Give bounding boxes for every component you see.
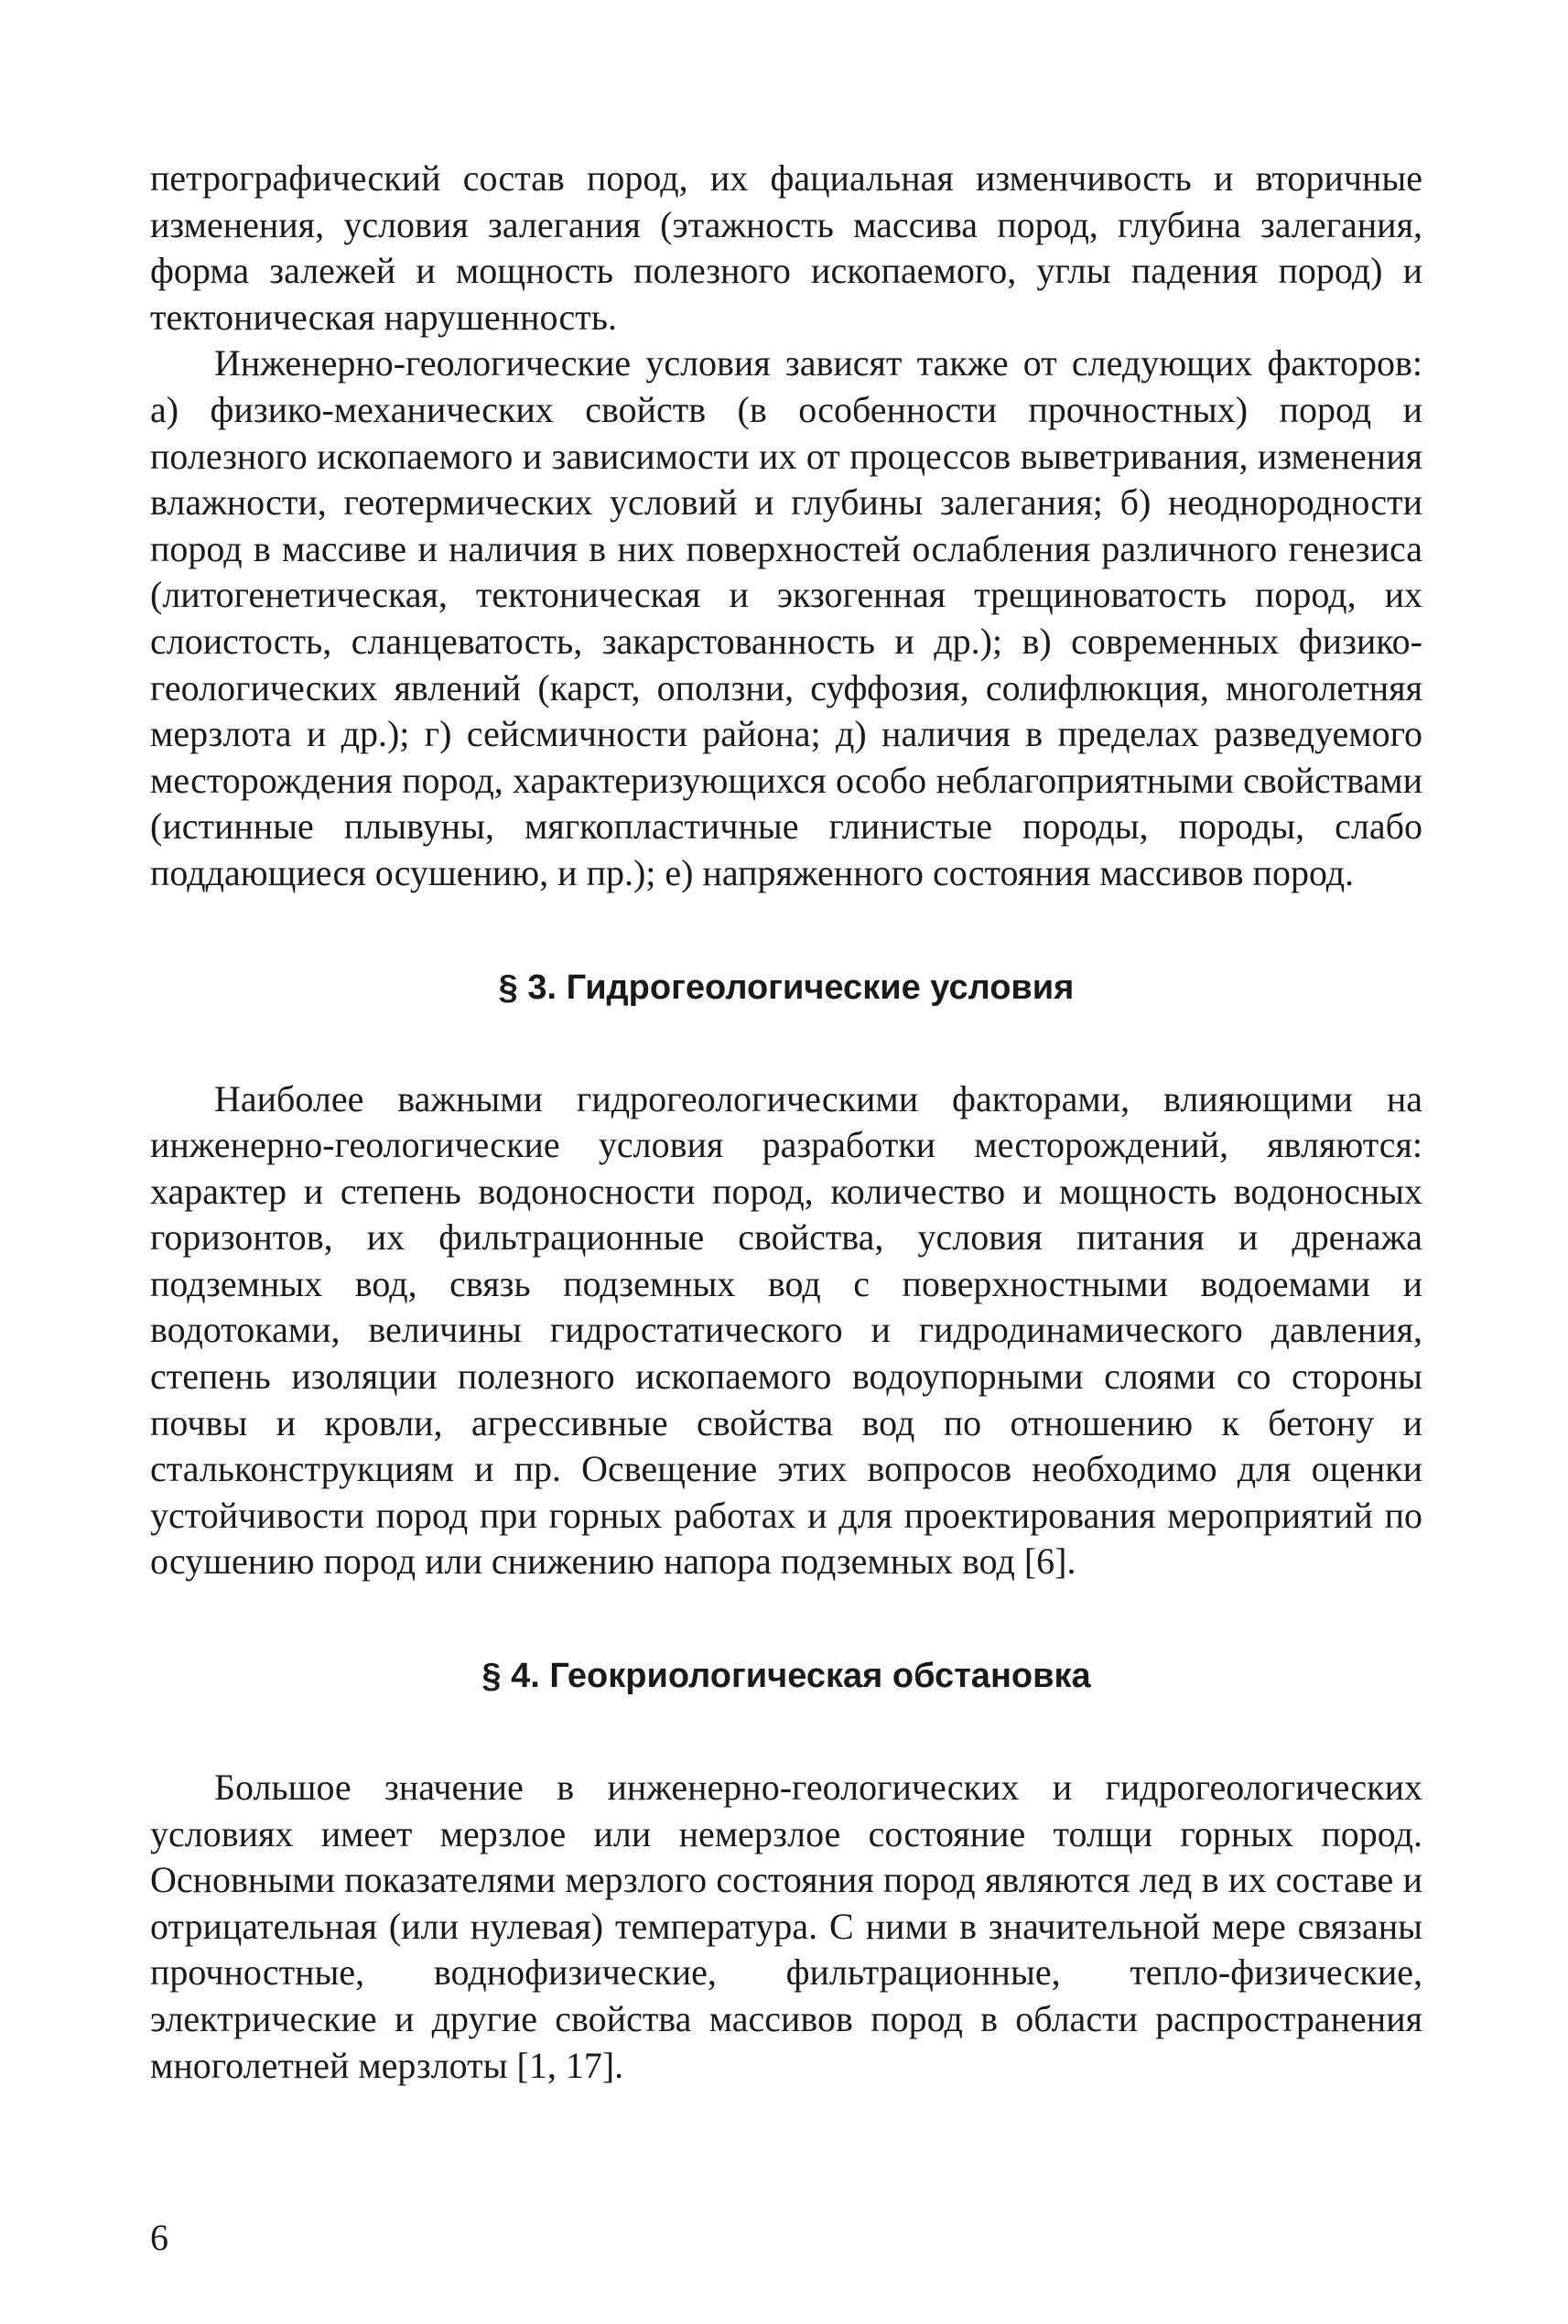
page-body (150, 156, 1422, 2089)
section-heading-hydrogeology: § 3. Гидрогеологические условия (498, 967, 1075, 1007)
paragraph-engineering-factors: Инженерно-геологические условия зависят также от следующих факторов: а) физико-механических свойств (в особенности прочностных) пород и полезного ископаемого и зависимости их от процессов выветривания, изменения влажности, геотермических условий и глубины залегания; б) неоднородности пород в массиве и наличия в них поверхностей ослабления различного генезиса (литогенетическая, тектоническая и экзогенная трещиноватость пород, их слоистость, сланцеватость, закарстованность и др.); в) современных физико-геологических явлений (карст, оползни, суффозия, солифлюкция, многолетняя мерзлота и др.); г) сейсмичности района; д) наличия в пределах разведуемого месторождения пород, характеризующихся особо неблагоприятными свойствами (истинные плывуны, мягкопластичные глинистые породы, породы, слабо поддающиеся осушению, и пр.); е) напряженного состояния массивов пород. (150, 342, 1422, 893)
paragraph-hydrogeology: Наиболее важными гидрогеологическими факторами, влияющими на инженерно-геологические условия разработки месторождений, являются: характер и степень водоносности пород, количество и мощность водоносных горизонтов, их фильтрационные свойства, условия питания и дренажа подземных вод, связь подземных вод с поверхностными водоемами и водотоками, величины гидростатического и гидродинамического давления, степень изоляции полезного ископаемого водоупорными слоями со стороны почвы и кровли, агрессивные свойства вод по отношению к бетону и стальконструкциям и пр. Освещение этих вопросов необходимо для оценки устойчивости пород при горных работах и для проектирования мероприятий по осушению пород или снижению напора подземных вод [6]. (150, 1077, 1422, 1583)
paragraph-geocryology: Большое значение в инженерно-геологических и гидрогеологических условиях имеет мерзлое или немерзлое состояние толщи горных пород. Основными показателями мерзлого состояния пород являются лед в их составе и отрицательная (или нулевая) температура. С ними в значительной мере связаны прочностные, воднофизические, фильтрационные, тепло-физические, электрические и другие свойства массивов пород в области распространения многолетней мерзлоты [1, 17]. (150, 1767, 1422, 2086)
page-number: 6 (150, 2217, 168, 2258)
paragraph-continuation: петрографический состав пород, их фациальная изменчивость и вторичные изменения, условия залегания (этажность массива пород, глубина залегания, форма залежей и мощность полезного ископаемого, углы падения пород) и тектоническая нарушенность. (150, 157, 1422, 338)
section-heading-geocryology: § 4. Геокриологическая обстановка (481, 1657, 1091, 1696)
